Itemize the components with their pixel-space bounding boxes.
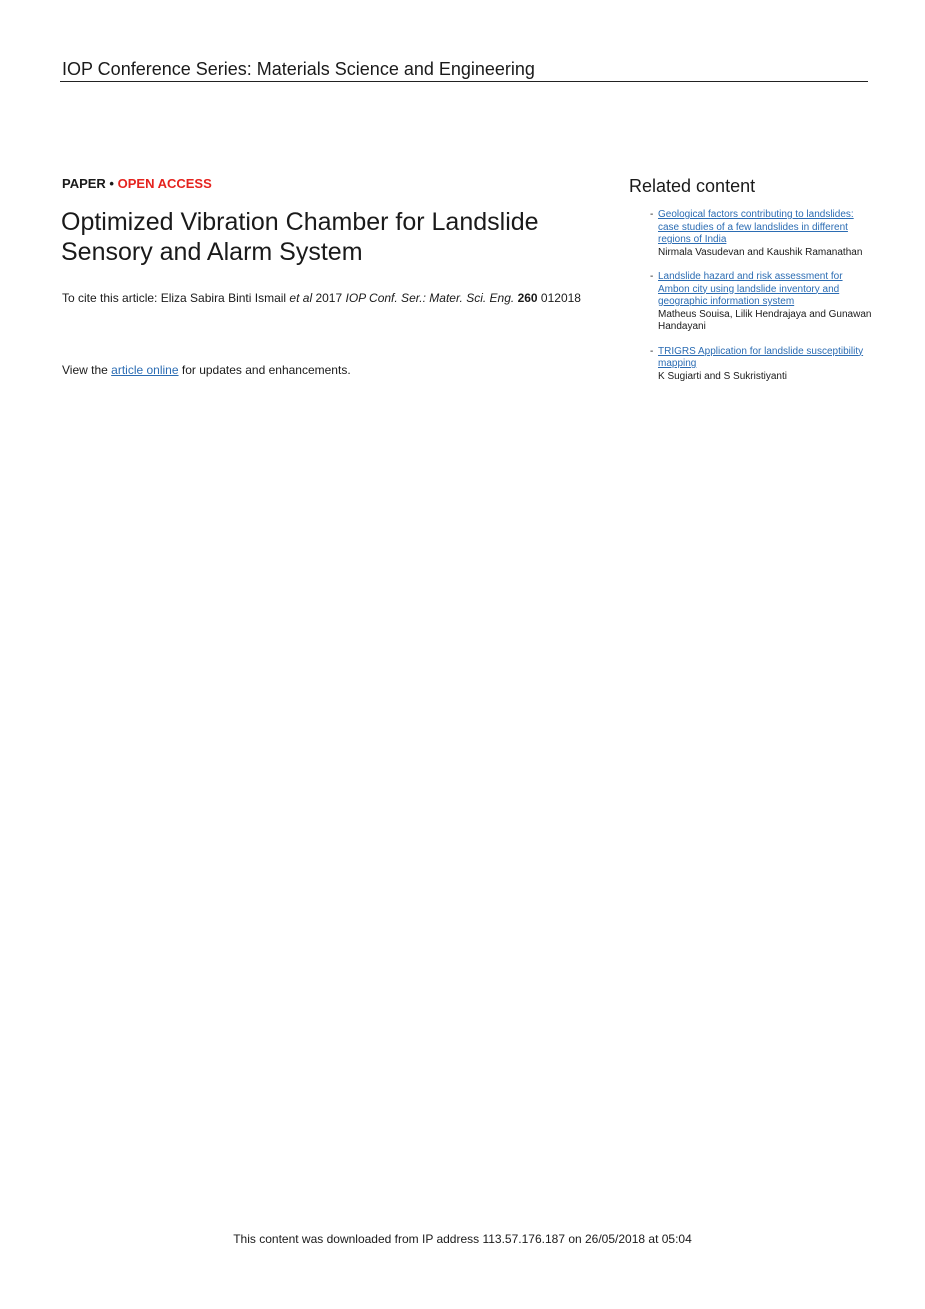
related-item-link[interactable]: TRIGRS Application for landslide susceptibility mapping [658, 345, 864, 369]
paper-tag [62, 176, 212, 192]
related-content-list [648, 209, 873, 395]
related-item [648, 209, 873, 259]
related-item [648, 271, 873, 334]
related-item-authors: Matheus Souisa, Lilik Hendrajaya and Gunawan Handayani [658, 308, 872, 332]
related-item-authors: K Sugiarti and S Sukristiyanti [658, 370, 787, 382]
citation-year: 2017 [312, 291, 346, 305]
view-online-suffix: for updates and enhancements. [178, 363, 351, 377]
related-content-heading: Related content [629, 176, 756, 196]
related-item-authors: Nirmala Vasudevan and Kaushik Ramanathan [658, 246, 863, 258]
view-online-line [62, 362, 351, 378]
citation-prefix: To cite this article: Eliza Sabira Binti Ismail [62, 291, 290, 305]
article-online-link[interactable]: article online [111, 363, 179, 377]
view-online-prefix: View the [62, 363, 112, 377]
citation-line [62, 290, 581, 306]
related-item-link[interactable]: Geological factors contributing to landslides: case studies of a few landslides in different regions of India [658, 209, 854, 245]
download-footer: This content was downloaded from IP address 113.57.176.187 on 26/05/2018 at 05:04 [233, 1232, 692, 1246]
paper-type-label: PAPER • [62, 176, 118, 191]
open-access-badge: OPEN ACCESS [117, 176, 212, 191]
header-divider [60, 81, 868, 82]
citation-et-al: et al [289, 291, 313, 305]
related-item-link[interactable]: Landslide hazard and risk assessment for Ambon city using landslide inventory and geographic information system [658, 271, 843, 307]
paper-title: Optimized Vibration Chamber for Landslide Sensory and Alarm System [61, 208, 539, 266]
citation-journal: IOP Conf. Ser.: Mater. Sci. Eng. [345, 291, 515, 305]
citation-volume: 260 [517, 291, 538, 305]
list-dash: - [650, 345, 654, 357]
list-dash: - [650, 271, 654, 282]
related-item [648, 346, 873, 384]
list-dash: - [650, 209, 654, 220]
citation-article-number: 012018 [537, 291, 581, 305]
journal-header: IOP Conference Series: Materials Science and Engineering [62, 59, 535, 79]
